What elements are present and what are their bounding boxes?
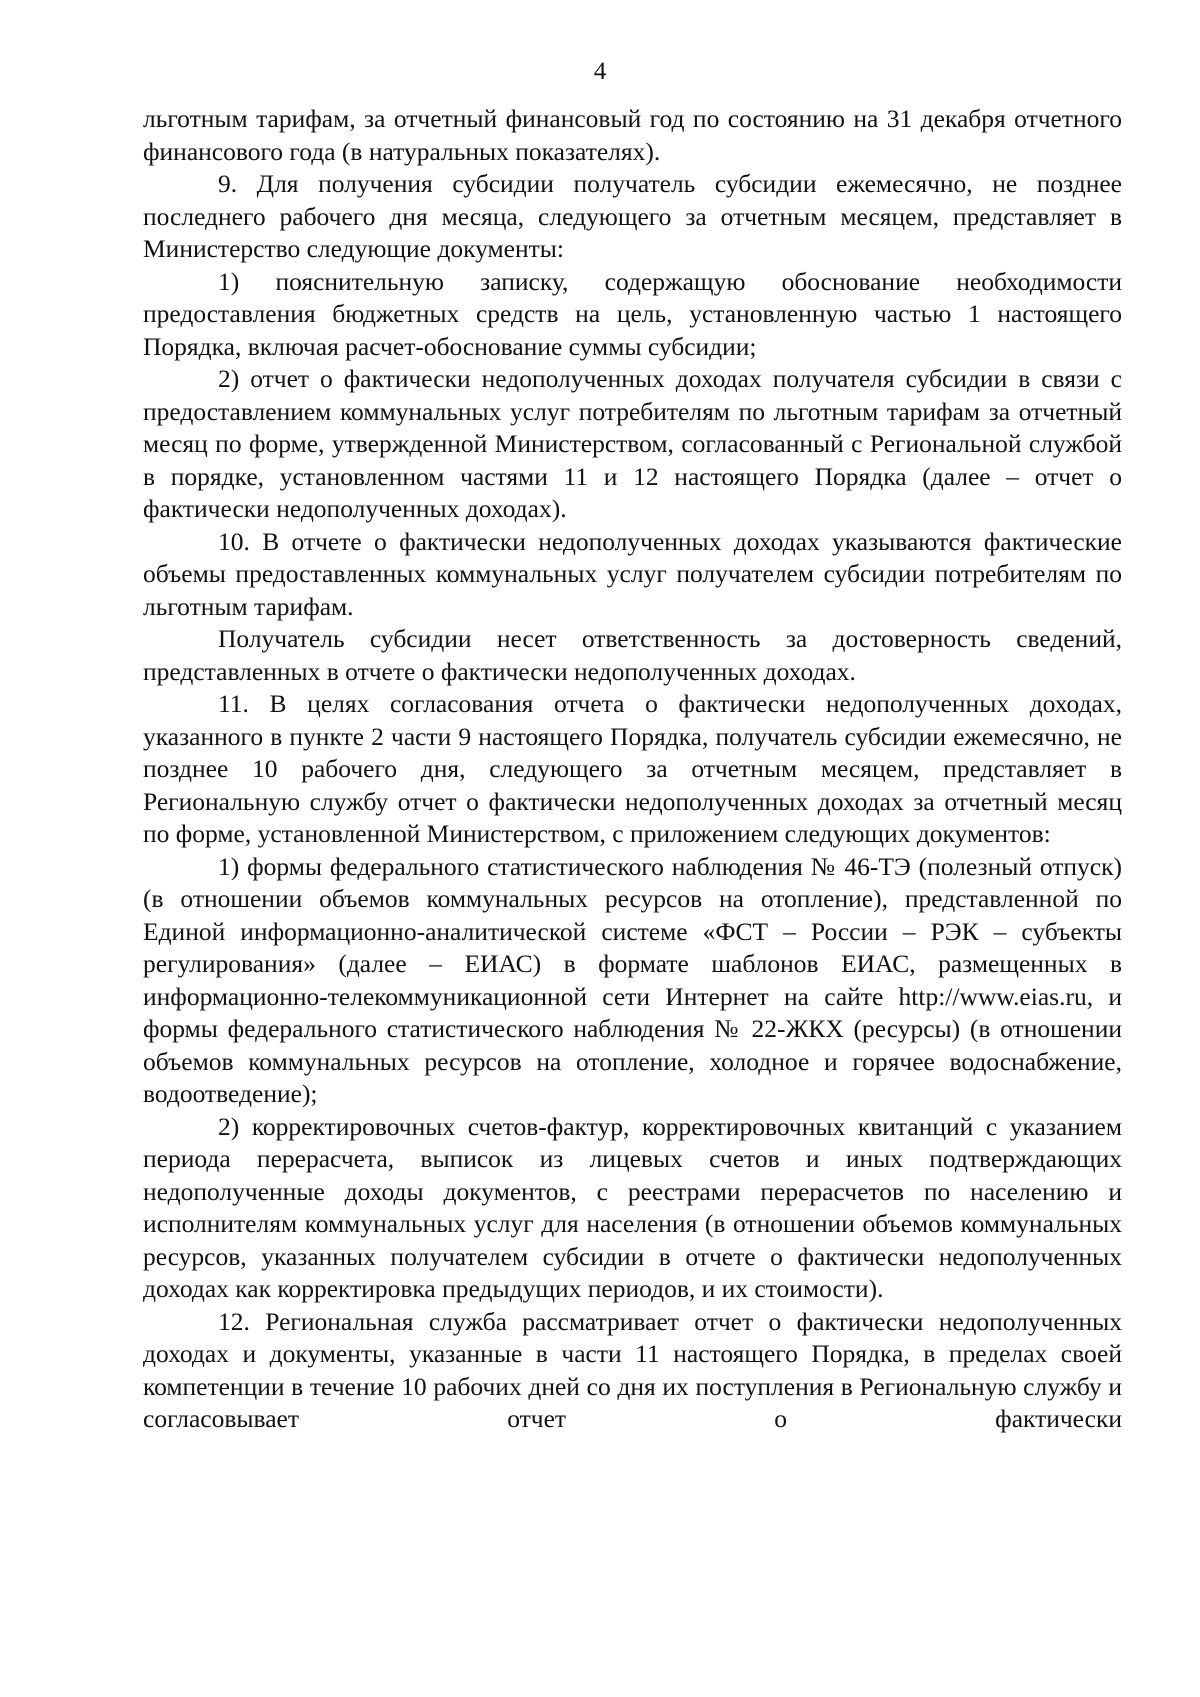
paragraph-responsibility: Получатель субсидии несет ответственность за достоверность сведений, представленных в отчете о фактически недополученных доходах. <box>143 624 1122 686</box>
document-body <box>143 103 1122 1436</box>
paragraph-item-11: 11. В целях согласования отчета о фактически недополученных доходах, указанного в пункте 2 части 9 настоящего Порядка, получатель субсидии ежемесячно, не позднее 10 рабочего дня, следующего за отчетным месяцем, представляет в Региональную службу отчет о фактически недополученных доходах за отчетный месяц по форме, установленной Министерством, с приложением следующих документов: <box>143 689 1122 848</box>
paragraph-item-11-2: 2) корректировочных счетов-фактур, корректировочных квитанций с указанием периода перерасчета, выписок из лицевых счетов и иных подтверждающих недополученные доходы документов, с реестрами перерасчетов по населению и исполнителям коммунальных услуг для населения (в отношении объемов коммунальных ресурсов, указанных получателем субсидии в отчете о фактически недополученных доходах как корректировка предыдущих периодов, и их стоимости). <box>143 1111 1122 1303</box>
page-number: 4 <box>593 58 607 85</box>
paragraph-item-10: 10. В отчете о фактически недополученных доходах указываются фактические объемы предоставленных коммунальных услуг получателем субсидии потребителям по льготным тарифам. <box>143 526 1122 621</box>
paragraph-item-11-1: 1) формы федерального статистического наблюдения № 46-ТЭ (полезный отпуск) (в отношении объемов коммунальных ресурсов на отопление), представленной по Единой информационно-аналитической системе «ФСТ – России – РЭК – субъекты регулирования» (далее – ЕИАС) в формате шаблонов ЕИАС, размещенных в информационно-телекоммуникационной сети Интернет на сайте http://www.eias.ru, и формы федерального статистического наблюдения № 22-ЖКХ (ресурсы) (в отношении объемов коммунальных ресурсов на отопление, холодное и горячее водоснабжение, водоотведение); <box>143 851 1122 1108</box>
paragraph-item-12: 12. Региональная служба рассматривает отчет о фактически недополученных доходах и документы, указанные в части 11 настоящего Порядка, в пределах своей компетенции в течение 10 рабочих дней со дня их поступления в Региональную службу и согласовывает отчет о фактически <box>143 1306 1122 1433</box>
paragraph-item-9: 9. Для получения субсидии получатель субсидии ежемесячно, не позднее последнего рабочего дня месяца, следующего за отчетным месяцем, представляет в Министерство следующие документы: <box>143 169 1122 263</box>
paragraph-continuation: льготным тарифам, за отчетный финансовый год по состоянию на 31 декабря отчетного финансового года (в натуральных показателях). <box>143 104 1122 166</box>
paragraph-item-9-2: 2) отчет о фактически недополученных доходах получателя субсидии в связи с предоставлением коммунальных услуг потребителям по льготным тарифам за отчетный месяц по форме, утвержденной Министерством, согласованный с Региональной службой в порядке, установленном частями 11 и 12 настоящего Порядка (далее – отчет о фактически недополученных доходах). <box>143 364 1122 523</box>
paragraph-item-9-1: 1) пояснительную записку, содержащую обоснование необходимости предоставления бюджетных средств на цель, установленную частью 1 настоящего Порядка, включая расчет-обоснование суммы субсидии; <box>143 266 1122 361</box>
